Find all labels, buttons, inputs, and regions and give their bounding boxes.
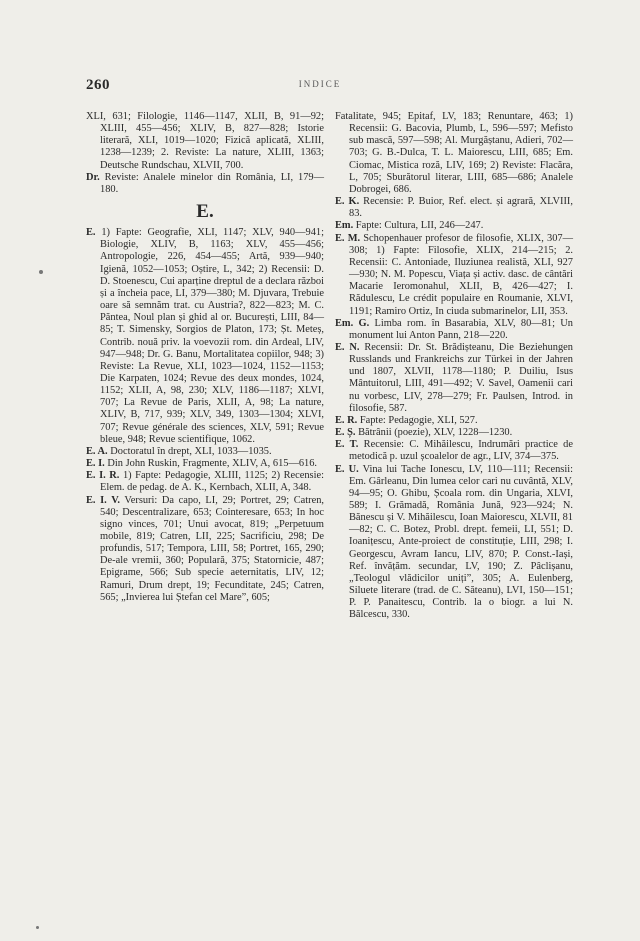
entry-author-abbrev: E. Ș. xyxy=(335,427,356,439)
page-number: 260 xyxy=(86,77,110,93)
entry-author-abbrev: E. T. xyxy=(335,439,359,451)
entry-author-abbrev: E. I. R. xyxy=(86,470,120,482)
index-entry xyxy=(335,220,573,232)
section-letter-heading: E. xyxy=(196,201,214,223)
index-entry xyxy=(86,111,324,172)
entry-text: Vina lui Tache Ionescu, LV, 110—111; Recensii: Em. Gârleanu, Din lumea celor cari nu cuvântă, XLV, 94—95; O. Ghibu, Școala rom. din Ungaria, XLVI, 589; I. Grămadă, România Jună, 923—924; N. Bănescu și V. Mihăilescu, Ioan Maiorescu, XLVII, 81—82; C. C. Botez, Probl. drept. femeii, LI, 551; D. Ioanițescu, Ante-proiect de constituție, LIII, 298; I. Georgescu, Avram Iancu, LIV, 870; P. Const.-Iași, Ref. învățăm. secundar, LV, 190; Z. Pâclișanu, „Teologul vlădicilor uniți”, 305; A. Eulenberg, Siluete literare (trad. de C. Săteanu), LVI, 150—151; P. P. Panaitescu, Contrib. la o biogr. a lui N. Bălcescu, 330. xyxy=(349,463,573,621)
entry-author-abbrev: E. M. xyxy=(335,232,361,244)
index-entry xyxy=(86,495,324,604)
running-title: INDICE xyxy=(298,79,342,89)
entry-text: Din John Ruskin, Fragmente, XLIV, A, 615—616. xyxy=(107,458,318,470)
entry-text: 1) Fapte: Geografie, XLI, 1147; XLV, 940—941; Biologie, XLIV, B, 1163; XLV, 455—456; Antropologie, 226, 454—455; Artă, 939—940; Igienă, 1052—1053; Oștire, L, 342; 2) Recensii: D. D. Stoenescu, Cui aparține dreptul de a declara război și a încheia pace, LI, 379—380; M. Djuvara, Trebuie oare să semnăm trat. cu Austria?, 822—823; M. C. Păntea, Noul plan și ghid al or. București, LIII, 84—85; T. Simensky, Sorgios de Platon, 173; Șt. Meteș, Contrib. nouă priv. la voevozii rom. din Ardeal, LIV, 947—948; Dr. G. Banu, Mortalitatea copiilor, 948; 3) Reviste: La Revue, XLI, 1023—1024, 1152—1153; Die Karpaten, 1024; Revue des deux mondes, 1024, 1152; XLII, A, 98, 230; XLV, 1186—1187; XLVI, 707; La Revue de Paris, XLII, A, 98; La nature, XLIV, B, 717, 939; XLV, 349, 1303—1304; XLVI, 707; Revue générale des sciences, XLV, 591; Revue bleue, 948; Revue scientifique, 1062. xyxy=(100,227,324,445)
entry-author-abbrev: E. N. xyxy=(335,341,360,353)
paper-speck xyxy=(36,926,39,929)
entry-author-abbrev: E. K. xyxy=(335,196,360,208)
index-entry xyxy=(335,439,573,463)
right-entries xyxy=(335,111,573,622)
index-entry xyxy=(335,111,573,196)
entry-text: Schopenhauer profesor de filosofie, XLIX, 307—308; 1) Fapte: Filosofie, XLIX, 214—215; 2. Recensii: C. Antoniade, Iluziunea realistă, XLI, 927—930; N. M. Popescu, Viața și activ. dasc. de cântări Macarie Ieromonahul, XLII, B, 426—427; I. Rădulescu, Le crédit populaire en Roumanie, XLVI, 1191; Ramiro Ortiz, In ciuda submarinelor, LII, 353. xyxy=(349,232,574,317)
index-entry xyxy=(86,446,324,458)
index-entry xyxy=(335,196,573,220)
left-column xyxy=(86,111,324,604)
right-column xyxy=(335,111,573,622)
entry-author-abbrev: E. R. xyxy=(335,414,358,426)
entry-text: Limba rom. în Basarabia, XLV, 80—81; Un monument lui Anton Pann, 218—220. xyxy=(349,317,573,341)
paper-speck xyxy=(39,270,43,274)
entry-text: Fapte: Cultura, LII, 246—247. xyxy=(355,220,484,232)
entry-text: Recensii: Dr. St. Brădișteanu, Die Beziehungen Russlands und Frankreichs zur Türkei in der Jahren und 1807, XLVII, 1178—1180; P. Duiliu, Isus Mântuitorul, LIII, 491—492; V. Savel, Oamenii cari nu vorbesc, LIV, 278—279; Fr. Paulsen, Introd. in filosofie, 587. xyxy=(349,341,573,414)
entry-author-abbrev: E. U. xyxy=(335,463,359,475)
entry-text: Bătrânii (poezie), XLV, 1228—1230. xyxy=(358,427,513,439)
entry-author-abbrev: E. xyxy=(86,227,96,239)
index-entry xyxy=(335,318,573,342)
index-entry xyxy=(335,464,573,622)
entry-text: Fapte: Pedagogie, XLI, 527. xyxy=(359,414,478,426)
index-entry xyxy=(335,233,573,318)
entry-text: Versuri: Da capo, LI, 29; Portret, 29; Catren, 540; Descentralizare, 653; Cointeresare, 653; In hoc signo vinces, 701; Unui avocat, 819; „Perpetuum mobile, 819; Catren, LII, 225; Sacrificiu, 298; De profundis, 517; Tempora, LIII, 58; Portret, 165, 290; De-ale vremii, 360; Populară, 375; Statornicie, 487; Epigrame, 566; Sub specie aeternitatis, LIV, 12; Ramuri, Drum drept, 19; Fecunditate, 245; Catren, 565; „Invierea lui Ștefan cel Mare”, 605; xyxy=(100,494,324,603)
entry-text: Recensie: C. Mihăilescu, Indrumări practice de metodică p. uzul școalelor de agr., LIV, 374—375. xyxy=(349,439,573,463)
index-entry xyxy=(335,415,573,427)
index-entry xyxy=(86,172,324,196)
entry-author-abbrev: E. I. V. xyxy=(86,494,120,506)
entry-author-abbrev: Em. G. xyxy=(335,317,370,329)
entry-text: Recensie: P. Buior, Ref. elect. și agrară, XLVIII, 83. xyxy=(349,196,573,220)
entry-author-abbrev: E. A. xyxy=(86,445,108,457)
index-entry xyxy=(335,427,573,439)
entry-text: Reviste: Analele minelor din România, LI, 179—180. xyxy=(100,171,324,195)
entry-text: 1) Fapte: Pedagogie, XLIII, 1125; 2) Recensie: Elem. de pedag. de A. K., Kernbach, XLII, A, 348. xyxy=(100,470,324,494)
left-entries-before-letter xyxy=(86,111,324,196)
index-entry xyxy=(86,227,324,446)
index-entry xyxy=(335,342,573,415)
entry-text: XLI, 631; Filologie, 1146—1147, XLII, B, 91—92; XLIII, 455—456; XLIV, B, 827—828; Istorie literară, XLI, 1019—1020; Fizică aplicată, XLIII, 1238—1239; 2. Reviste: La nature, XLIII, 1363; Deutsche Rundschau, XLVII, 700. xyxy=(86,111,324,171)
entry-text: Doctoratul în drept, XLI, 1033—1035. xyxy=(110,445,272,457)
entry-text: Fatalitate, 945; Epitaf, LV, 183; Renuntare, 463; 1) Recensii: G. Bacovia, Plumb, L, 596—597; Mefisto sub mască, 597—598; Al. Murgăștanu, Adieri, 702—703; G. B.-Dulca, T. L. Maiorescu, LIII, 685; Em. Ciomac, Mistica roză, LIV, 169; 2) Reviste: Flacăra, L, 705; Sburătorul literar, LIII, 685—686; Analele Dobrogei, 686. xyxy=(335,111,573,195)
index-entry xyxy=(86,470,324,494)
entry-author-abbrev: Dr. xyxy=(86,171,100,183)
entry-author-abbrev: Em. xyxy=(335,220,354,232)
entry-author-abbrev: E. I. xyxy=(86,458,105,470)
left-entries-after-letter xyxy=(86,227,324,604)
index-entry xyxy=(86,458,324,470)
